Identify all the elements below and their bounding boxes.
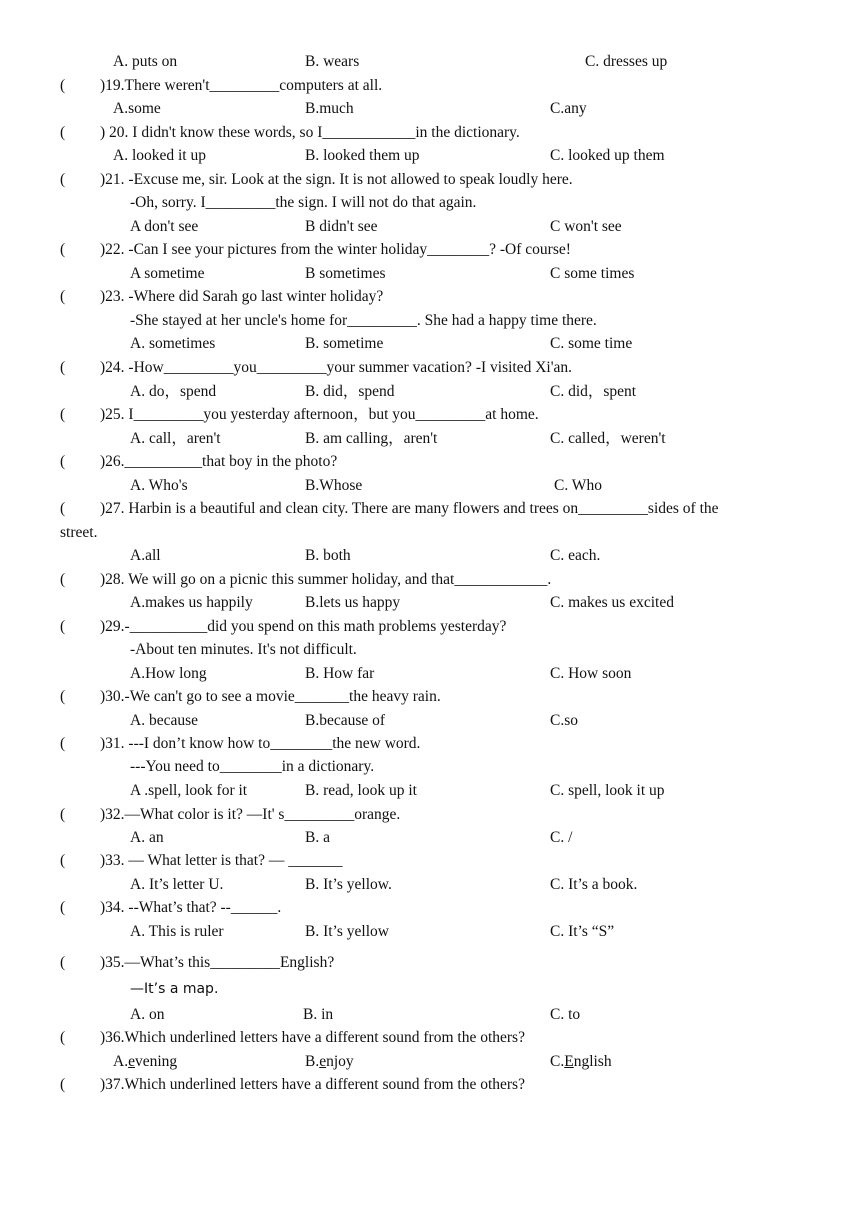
answer-paren[interactable]: ( [60,500,66,517]
question-text: )37.Which underlined letters have a different sound from the others? [100,1076,525,1093]
answer-option: C. to [550,1006,581,1023]
answer-paren[interactable]: ( [60,288,66,305]
answer-option: A. This is ruler [130,923,224,940]
question-text: )32.—What color is it? —It' s_________orange. [100,806,401,823]
answer-option: C. looked up them [550,147,665,164]
continuation-line: -Oh, sorry. I_________the sign. I will not do that again. [130,194,477,211]
option-prefix: C. [550,1053,565,1070]
answer-paren[interactable]: ( [60,1029,66,1046]
question-text: )24. -How_________you_________your summer vacation? -I visited Xi'an. [100,359,573,376]
answer-option: C. spell, look it up [550,782,665,799]
answer-option: B. a [305,829,330,846]
answer-option: A. puts on [113,53,178,70]
answer-option: C won't see [550,218,622,235]
answer-option: A. It’s letter U. [130,876,224,893]
answer-option: A. looked it up [113,147,206,164]
question-text: )25. I_________you yesterday afternoon，but you_________at home. [100,406,539,423]
answer-option: C. Who [554,477,602,494]
answer-paren[interactable]: ( [60,359,66,376]
answer-paren[interactable]: ( [60,852,66,869]
answer-option: C. did，spent [550,383,637,400]
answer-option: C. / [550,829,573,846]
question-text: )22. -Can I see your pictures from the winter holiday________? -Of course! [100,241,571,258]
answer-option: C. each. [550,547,601,564]
answer-option: C.any [550,100,587,117]
answer-option: B. It’s yellow [305,923,389,940]
answer-option: C. makes us excited [550,594,674,611]
answer-option: B sometimes [305,265,386,282]
question-text: )34. --What’s that? --______. [100,899,282,916]
answer-option: C. It’s “S” [550,923,615,940]
answer-option: B. sometime [305,335,384,352]
question-text: )36.Which underlined letters have a different sound from the others? [100,1029,525,1046]
answer-option: B.Whose [305,477,363,494]
answer-paren[interactable]: ( [60,806,66,823]
answer-option [305,1052,354,1072]
question-text: )27. Harbin is a beautiful and clean city. There are many flowers and trees on_________sides of the [100,500,719,517]
answer-option: B. read, look up it [305,782,417,799]
answer-paren[interactable]: ( [60,77,66,94]
option-rest: vening [134,1053,178,1070]
underlined-letter: E [564,1053,574,1070]
answer-option: C.so [550,712,578,729]
answer-option: C. called，weren't [550,430,666,447]
answer-option: A sometime [130,265,205,282]
answer-paren[interactable]: ( [60,171,66,188]
answer-option: A.all [130,547,161,564]
answer-option: B. wears [305,53,360,70]
answer-option: A. an [130,829,164,846]
answer-option: C. How soon [550,665,632,682]
answer-option: B.much [305,100,354,117]
answer-option: B. looked them up [305,147,420,164]
answer-paren[interactable]: ( [60,954,66,971]
answer-paren[interactable]: ( [60,899,66,916]
answer-paren[interactable]: ( [60,453,66,470]
answer-paren[interactable]: ( [60,735,66,752]
question-text: )23. -Where did Sarah go last winter holiday? [100,288,384,305]
answer-paren[interactable]: ( [60,124,66,141]
question-text: )30.-We can't go to see a movie_______the heavy rain. [100,688,441,705]
answer-option: B. It’s yellow. [305,876,392,893]
question-text: )26.__________that boy in the photo? [100,453,338,470]
question-text: )19.There weren't_________computers at all. [100,77,383,94]
answer-paren[interactable]: ( [60,688,66,705]
answer-option: A.makes us happily [130,594,253,611]
option-prefix: A. [113,1053,129,1070]
answer-option: B didn't see [305,218,378,235]
answer-option: A. Who's [130,477,188,494]
answer-option: C. some time [550,335,633,352]
question-text: )29.-__________did you spend on this math problems yesterday? [100,618,507,635]
answer-option [550,1052,612,1072]
underlined-letter: e [128,1053,135,1070]
answer-option: B. both [305,547,351,564]
question-text: )35.—What’s this_________English? [100,954,335,971]
answer-option: B. How far [305,665,375,682]
continuation-line: -About ten minutes. It's not difficult. [130,641,357,658]
option-rest: njoy [326,1053,354,1070]
answer-option: A. sometimes [130,335,216,352]
answer-option: A .spell, look for it [130,782,248,799]
answer-paren[interactable]: ( [60,618,66,635]
continuation-line: -She stayed at her uncle's home for_________. She had a happy time there. [130,312,597,329]
answer-option: C. dresses up [585,53,668,70]
continuation-line: street. [60,524,98,541]
answer-option: B.because of [305,712,386,729]
answer-option: A. do，spend [130,383,217,400]
answer-option: A.some [113,100,161,117]
answer-option: B. in [303,1006,334,1023]
option-rest: nglish [573,1053,612,1070]
answer-option: A don't see [130,218,199,235]
answer-option: B.lets us happy [305,594,401,611]
question-text: )28. We will go on a picnic this summer holiday, and that____________. [100,571,552,588]
question-text: )31. ---I don’t know how to________the new word. [100,735,421,752]
answer-option: A. because [130,712,198,729]
continuation-line: ---You need to________in a dictionary. [130,758,375,775]
answer-option [113,1052,177,1072]
answer-option: C. It’s a book. [550,876,638,893]
answer-option: B. am calling，aren't [305,430,438,447]
answer-paren[interactable]: ( [60,406,66,423]
answer-option: A.How long [130,665,207,682]
answer-paren[interactable]: ( [60,571,66,588]
underlined-letter: e [319,1053,327,1070]
answer-option: B. did，spend [305,383,395,400]
continuation-line: —It’s a map. [130,981,219,997]
answer-option: A. call，aren't [130,430,221,447]
option-prefix: B. [305,1053,320,1070]
answer-paren[interactable]: ( [60,241,66,258]
question-text: )21. -Excuse me, sir. Look at the sign. It is not allowed to speak loudly here. [100,171,573,188]
answer-paren[interactable]: ( [60,1076,66,1093]
question-text: ) 20. I didn't know these words, so I____________in the dictionary. [100,124,520,141]
answer-option: A. on [130,1006,165,1023]
answer-option: C some times [550,265,635,282]
question-text: )33. — What letter is that? — _______ [100,852,343,869]
